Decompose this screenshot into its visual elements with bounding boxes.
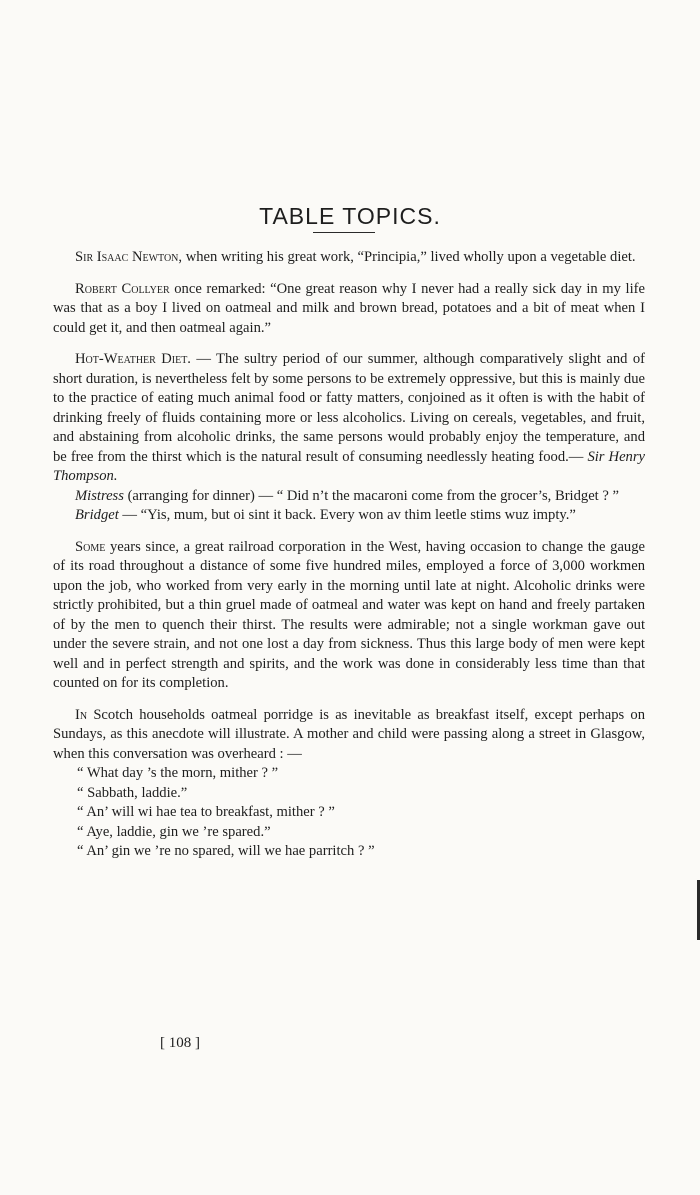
dialogue-line: “ An’ will wi hae tea to breakfast, mither ? ”	[77, 804, 335, 820]
text-bridget: — “Yis, mum, but oi sint it back. Every won av thim leetle stims wuz impty.”	[118, 507, 576, 523]
article-body	[53, 248, 645, 862]
title-rule	[313, 232, 375, 233]
text-hot-weather: — The sultry period of our summer, although comparatively slight and of short duration, is nevertheless felt by some persons to be extremely oppressive, but this is mainly due to the practice of eating much animal food or fatty matters, conjoined as it often is with the habit of drinking freely of fluids containing more or less alcoholics. Living on cereals, vegetables, and fruit, and abstaining from alcoholic drinks, the same persons would probably enjoy the temperature, and be free from the thirst which is the natural result of consuming needlessly heating food.—	[53, 351, 645, 465]
lead-hot-weather: Hot-Weather Diet.	[75, 351, 191, 367]
paragraph-mistress	[53, 487, 645, 507]
paragraph-hot-weather	[53, 350, 645, 487]
paragraph-railroad	[53, 538, 645, 694]
text-scotch: Scotch households oatmeal porridge is as inevitable as breakfast itself, except perhaps on Sundays, as this anecdote will illustrate. A mother and child were passing along a street in Glasgow, when this conversation was overheard : —	[53, 706, 645, 762]
text-newton: , when writing his great work, “Principia,” lived wholly upon a vegetable diet.	[178, 249, 636, 265]
paragraph-bridget	[53, 506, 645, 526]
lead-scotch: In	[75, 706, 88, 723]
dialogue-line: “ What day ’s the morn, mither ? ”	[77, 765, 279, 781]
paragraph-newton	[53, 248, 645, 268]
text-railroad: years since, a great railroad corporation in the West, having occasion to change the gauge of its road throughout a distance of some five hundred miles, employed a force of 3,000 workmen upon the job, who worked from very early in the morning until late at night. Alcoholic drinks were strictly prohibited, but a thin gruel made of oatmeal and water was kept on hand and freely partaken of by the men to quench their thirst. The results were admirable; not a single workman gave out under the severe strain, and not one lost a day from sickness. Thus this large body of men were kept well and in perfect strength and spirits, and the work was done in considerably less time than that counted on for its completion.	[53, 538, 645, 691]
page-number: [ 108 ]	[160, 1035, 200, 1051]
speaker-mistress: Mistress	[75, 487, 124, 504]
lead-newton: Sir Isaac Newton	[75, 249, 179, 265]
paragraph-scotch	[53, 706, 645, 765]
attribution-thompson: Sir Henry Thompson.	[53, 448, 645, 484]
lead-railroad: Some	[75, 538, 106, 555]
text-collyer: once remarked: “One great reason why I never had a really sick day in my life was that as a boy I lived on oatmeal and milk and brown bread, potatoes and a bit of meat when I could get it, and then oatmeal again.”	[53, 280, 645, 336]
dialogue-line: “ Aye, laddie, gin we ’re spared.”	[77, 823, 271, 840]
paragraph-collyer	[53, 280, 645, 339]
page-title: TABLE TOPICS.	[259, 203, 441, 230]
dialogue-line: “ Sabbath, laddie.”	[77, 784, 188, 801]
speaker-bridget: Bridget	[75, 507, 119, 523]
lead-collyer: Robert Collyer	[75, 280, 170, 297]
text-mistress: (arranging for dinner) — “ Did n’t the macaroni come from the grocer’s, Bridget ? ”	[123, 487, 619, 504]
dialogue-line: “ An’ gin we ’re no spared, will we hae parritch ? ”	[77, 843, 375, 859]
